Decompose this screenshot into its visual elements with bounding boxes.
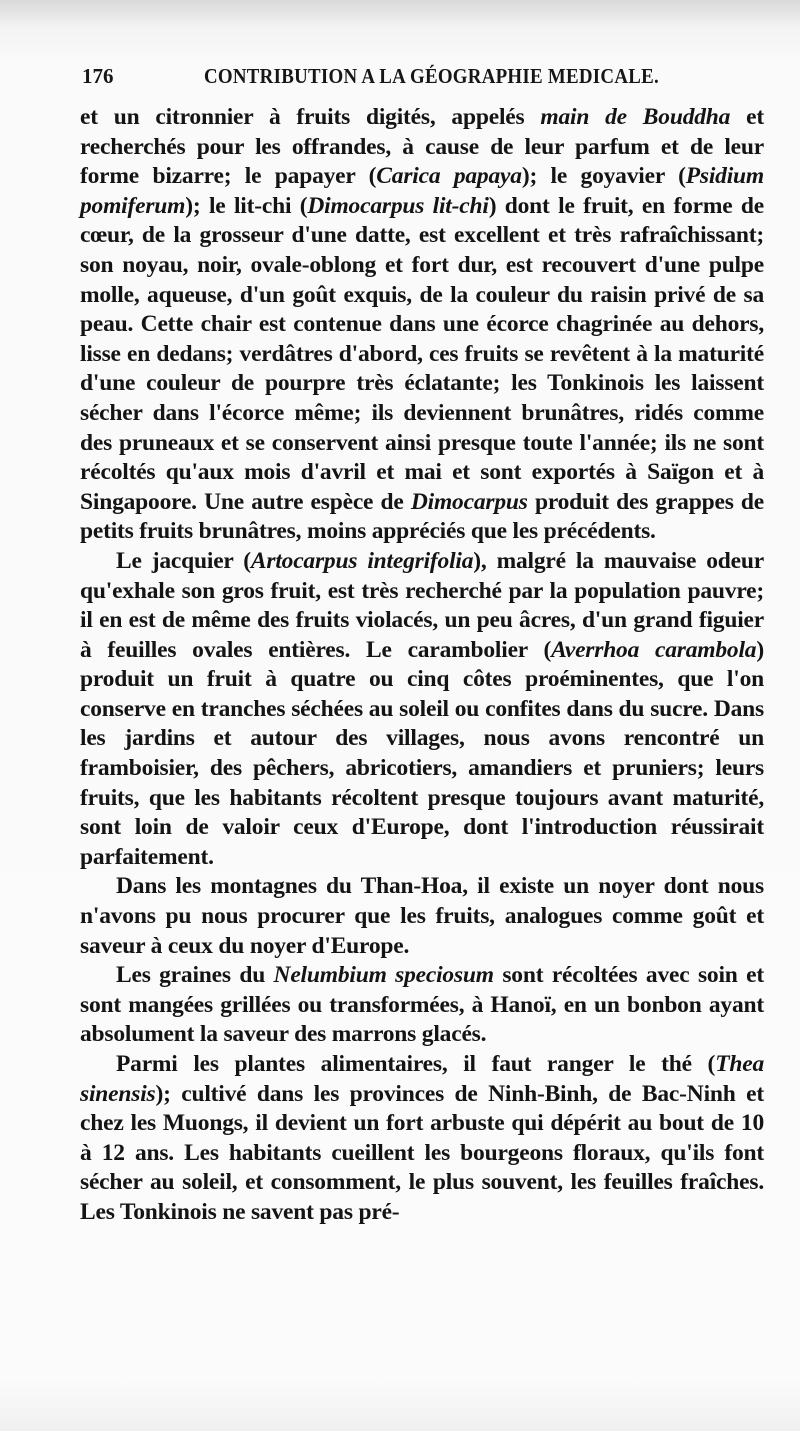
paragraph [80,103,764,547]
running-title: CONTRIBUTION A LA GÉOGRAPHIE MEDICALE. [204,64,660,88]
text-run: ); le goyavier ( [521,163,686,190]
italic-term: Artocarpus integrifolia [250,547,474,574]
italic-term: Dimocarpus [410,488,528,515]
body-text [80,103,764,1228]
italic-term: Psidium pomiferum [80,163,764,219]
text-run: sont récoltées avec soin et sont mangées grillées ou transformées, à Hanoï, en un bonbon ayant absolument la saveur des marrons glacés. [80,962,764,1048]
text-run: Dans les montagnes du Than-Hoa, il existe un noyer dont nous n'avons pu nous procurer que les fruits, analogues comme goût et saveur à ceux du noyer d'Europe. [80,873,764,959]
text-run: et un citronnier à fruits digités, appelés [80,104,541,130]
italic-term: Averrhoa carambola [551,636,757,663]
page-number: 176 [82,64,114,88]
paragraph [80,872,764,961]
text-run: ); cultivé dans les provinces de Ninh-Binh, de Bac-Ninh et chez les Muongs, il devient un fort arbuste qui dépérit au bout de 10 à 12 ans. Les habitants cueillent les bourgeons floraux, qu'ils font sécher au soleil, et consomment, le plus souvent, les feuilles fraîches. Les Tonkinois ne savent pas pré- [80,1080,764,1225]
paragraph [80,961,764,1050]
italic-term: Thea sinensis [80,1051,764,1107]
italic-term: Nelumbium speciosum [273,962,494,989]
paragraph [80,1050,764,1228]
italic-term: Carica papaya [376,163,522,190]
text-run: produit des grappes de petits fruits brunâtres, moins appréciés que les précédents. [80,488,764,545]
text-run: Les graines du [116,962,274,989]
text-run: ) produit un fruit à quatre ou cinq côtes proéminentes, que l'on conserve en tranches séchées au soleil ou confites dans du sucre. Dans les jardins et autour des villages, nous avons rencontré un framboisier, des pêchers, abricotiers, amandiers et pruniers; leurs fruits, que les habitants récoltent presque toujours avant maturité, sont loin de valoir ceux d'Europe, dont l'introduction réussirait parfaitement. [80,636,764,870]
text-run: et recherchés pour les offrandes, à cause de leur parfum et de leur forme bizarre; le papayer ( [80,104,764,190]
text-run: ) dont le fruit, en forme de cœur, de la grosseur d'une datte, est excellent et très rafraîchissant; son noyau, noir, ovale-oblong et fort dur, est recouvert d'une pulpe molle, aqueuse, d'un goût exquis, de la couleur du raisin privé de sa peau. Cette chair est contenue dans une écorce chagrinée au dehors, lisse en dedans; verdâtres d'abord, ces fruits se revêtent à la maturité d'une couleur de pourpre très éclatante; les Tonkinois les laissent sécher dans l'écorce même; ils deviennent brunâtres, ridés comme des pruneaux et se conservent ainsi presque toute l'année; ils ne sont récoltés qu'aux mois d'avril et mai et sont exportés à Saïgon et à Singapoore. Une autre espèce de [80,192,764,515]
italic-term: main de Bouddha [540,104,731,130]
text-run: ); le lit-chi ( [185,192,308,219]
text-run: Parmi les plantes alimentaires, il faut ranger le thé ( [116,1051,716,1077]
page-header [82,64,772,94]
paragraph [80,547,764,873]
italic-term: Dimocarpus lit-chi [307,192,489,219]
text-run: Le jacquier ( [116,547,251,574]
text-run: ), malgré la mauvaise odeur qu'exhale son gros fruit, est très recherché par la population pauvre; il en est de même des fruits violacés, un peu âcres, d'un grand figuier à feuilles ovales entières. Le carambolier ( [80,547,765,663]
